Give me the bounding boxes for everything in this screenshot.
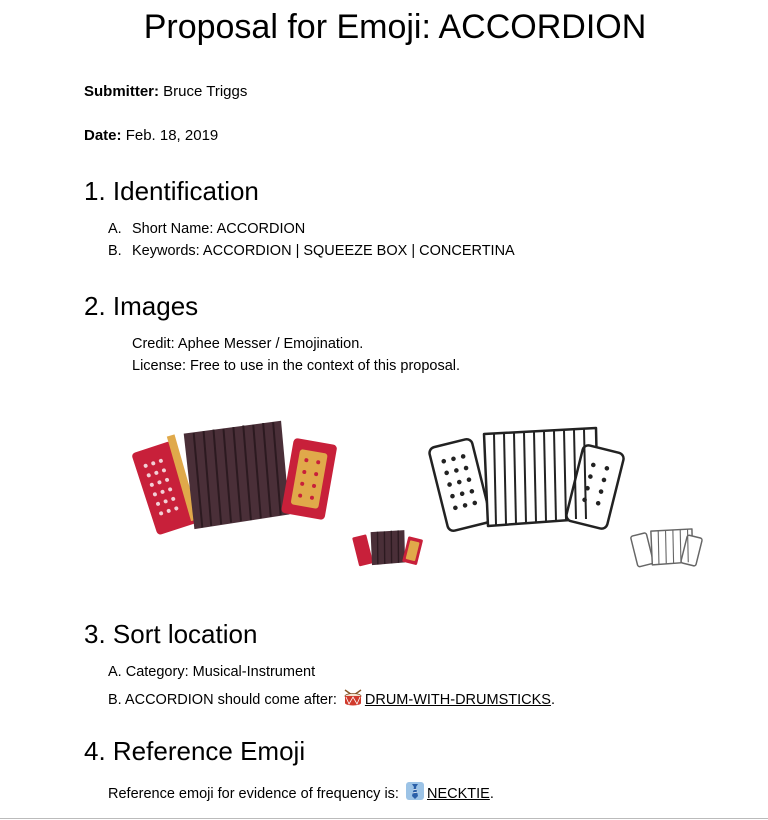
date-label: Date: — [84, 127, 122, 144]
reference-text-suffix: . — [489, 786, 494, 802]
submitter-line — [84, 83, 247, 100]
section-sort-heading: 3. Sort location — [84, 619, 258, 649]
accordion-color-small-image — [352, 528, 424, 570]
identification-item-text: Short Name: ACCORDION — [132, 221, 306, 237]
date-line — [84, 127, 218, 144]
list-marker: B. — [108, 243, 122, 259]
necktie-link[interactable]: NECKTIE — [427, 786, 490, 802]
submitter-label: Submitter: — [84, 83, 159, 100]
accordion-outline-small-image — [630, 526, 704, 570]
date-value: Feb. 18, 2019 — [125, 127, 219, 144]
section-identification-heading: 1. Identification — [84, 176, 259, 206]
identification-item-b — [108, 243, 515, 259]
image-license: License: Free to use in the context of this proposal. — [132, 358, 461, 374]
reference-text — [108, 781, 494, 802]
drum-icon — [343, 689, 363, 707]
document-title: Proposal for Emoji: ACCORDION — [143, 8, 647, 46]
image-credit: Credit: Aphee Messer / Emojination. — [132, 336, 364, 352]
reference-text-prefix: Reference emoji for evidence of frequency is: — [108, 786, 399, 802]
identification-item-text: Keywords: ACCORDION | SQUEEZE BOX | CONCERTINA — [132, 243, 515, 259]
drum-link[interactable]: DRUM-WITH-DRUMSTICKS — [364, 692, 551, 708]
accordion-outline-large-image — [428, 420, 628, 540]
sort-item-b-prefix: B. ACCORDION should come after: — [108, 692, 337, 708]
section-reference-heading: 4. Reference Emoji — [84, 736, 306, 766]
submitter-value: Bruce Triggs — [163, 83, 248, 100]
identification-item-a — [108, 221, 305, 237]
necktie-icon — [405, 781, 425, 801]
accordion-color-large-image — [135, 418, 340, 540]
sort-item-b — [108, 689, 555, 708]
section-images-heading: 2. Images — [84, 291, 199, 321]
list-marker: A. — [108, 221, 122, 237]
sort-item-a: A. Category: Musical-Instrument — [108, 664, 316, 680]
page-bottom-divider — [0, 818, 768, 819]
sort-item-b-suffix: . — [550, 692, 555, 708]
